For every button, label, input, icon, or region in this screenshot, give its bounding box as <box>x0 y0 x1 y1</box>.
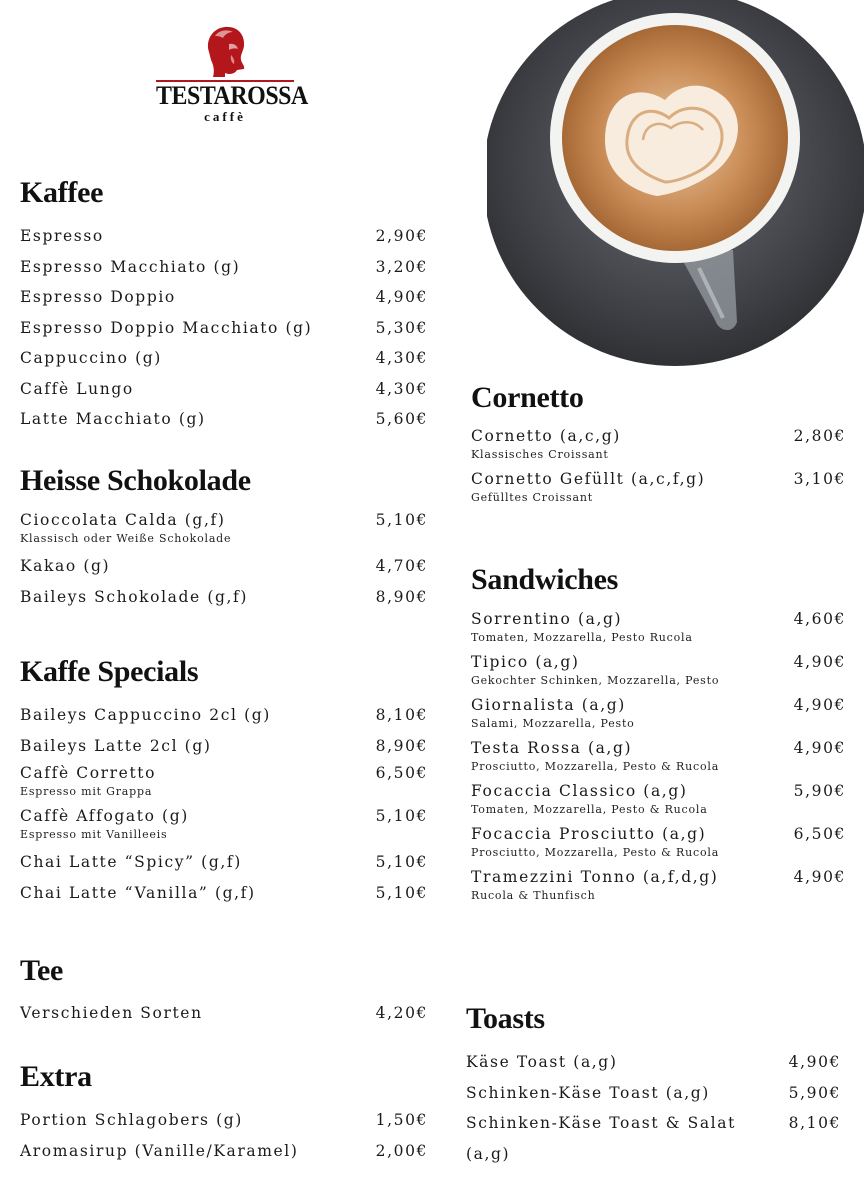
menu-item <box>20 551 428 582</box>
menu-item <box>466 1108 841 1139</box>
item-price: 5,10€ <box>375 511 428 529</box>
item-name: Focaccia Prosciutto (a,g) <box>471 825 707 843</box>
item-price: 8,10€ <box>788 1114 841 1132</box>
brand-name: TESTAROSSA <box>156 81 308 110</box>
section-extra <box>20 1060 428 1166</box>
menu-item <box>471 607 846 631</box>
menu-item <box>20 1136 428 1167</box>
item-name: Focaccia Classico (a,g) <box>471 782 688 800</box>
section-title-toasts: Toasts <box>466 1002 545 1035</box>
item-name: Schinken-Käse Toast (a,g) <box>466 1083 710 1102</box>
item-price: 2,00€ <box>375 1141 428 1160</box>
section-title-cornetto: Cornetto <box>471 381 584 414</box>
item-price: 2,80€ <box>793 427 846 445</box>
item-price: 4,60€ <box>793 610 846 628</box>
menu-item <box>471 822 846 846</box>
item-description: Gefülltes Croissant <box>471 491 593 504</box>
item-name: Caffè Affogato (g) <box>20 807 189 825</box>
menu-item <box>20 404 428 435</box>
item-name: Caffè Lungo <box>20 379 134 398</box>
item-name: Käse Toast (a,g) <box>466 1053 618 1071</box>
item-name: Giornalista (a,g) <box>471 696 626 714</box>
item-name: Espresso Doppio Macchiato (g) <box>20 318 313 337</box>
menu-item <box>20 1105 428 1136</box>
item-description: Tomaten, Mozzarella, Pesto Rucola <box>471 631 693 644</box>
item-name: Chai Latte “Vanilla” (g,f) <box>20 883 256 902</box>
item-price: 8,90€ <box>375 587 428 606</box>
section-title-tee: Tee <box>20 954 63 987</box>
item-price: 5,90€ <box>793 782 846 800</box>
section-kaffee <box>20 176 428 435</box>
item-description: Prosciutto, Mozzarella, Pesto & Rucola <box>471 760 720 773</box>
item-name: Sorrentino (a,g) <box>471 610 623 628</box>
item-price: 3,20€ <box>375 257 428 276</box>
menu-item <box>471 779 846 803</box>
item-description: Tomaten, Mozzarella, Pesto & Rucola <box>471 803 708 816</box>
item-name: Portion Schlagobers (g) <box>20 1111 243 1129</box>
menu-item <box>471 865 846 889</box>
item-name: Schinken-Käse Toast & Salat <box>466 1114 736 1132</box>
item-price: 4,90€ <box>793 739 846 757</box>
item-name: Testa Rossa (a,g) <box>471 739 633 757</box>
item-name: Cappuccino (g) <box>20 349 162 367</box>
menu-item <box>466 1078 841 1109</box>
menu-item <box>20 998 428 1029</box>
menu-item <box>471 736 846 760</box>
menu-item <box>471 424 846 448</box>
item-name: Cornetto Gefüllt (a,c,f,g) <box>471 470 706 488</box>
section-title-kaffee: Kaffee <box>20 176 104 209</box>
item-price: 5,10€ <box>375 807 428 825</box>
section-title-specials: Kaffe Specials <box>20 655 199 688</box>
menu-item <box>20 508 428 532</box>
section-toasts <box>466 1002 841 1169</box>
item-name: Espresso Doppio <box>20 288 176 306</box>
item-price: 4,90€ <box>788 1053 841 1071</box>
menu-item <box>20 343 428 374</box>
menu-item <box>20 313 428 344</box>
item-price: 4,90€ <box>793 696 846 714</box>
menu-item <box>471 693 846 717</box>
item-price: 8,10€ <box>375 706 428 724</box>
item-name: Kakao (g) <box>20 557 111 575</box>
item-price: 5,60€ <box>375 410 428 428</box>
item-price: 4,30€ <box>375 349 428 367</box>
section-title-sandwiches: Sandwiches <box>471 563 619 596</box>
item-price: 6,50€ <box>793 825 846 843</box>
item-price: 4,30€ <box>375 379 428 398</box>
head-emblem-icon <box>195 22 255 78</box>
item-price: 4,70€ <box>375 557 428 575</box>
item-name: Baileys Schokolade (g,f) <box>20 587 248 606</box>
item-description: Espresso mit Vanilleeis <box>20 828 168 841</box>
menu-item <box>466 1047 841 1078</box>
section-sandwiches <box>471 563 846 908</box>
item-price: 5,30€ <box>375 318 428 337</box>
menu-item <box>20 252 428 283</box>
menu-item <box>20 700 428 731</box>
brand-logo <box>150 22 308 124</box>
section-title-extra: Extra <box>20 1060 92 1093</box>
item-name: Cornetto (a,c,g) <box>471 427 621 445</box>
item-name: Espresso <box>20 227 104 245</box>
item-price: 4,90€ <box>375 288 428 306</box>
menu-item <box>471 650 846 674</box>
section-cornetto <box>471 381 846 510</box>
menu-item <box>466 1139 841 1170</box>
menu-item <box>20 761 428 785</box>
menu-item <box>20 221 428 252</box>
section-title-schokolade: Heisse Schokolade <box>20 464 251 497</box>
item-price: 5,90€ <box>788 1083 841 1102</box>
item-price: 4,20€ <box>375 1004 428 1022</box>
item-price: 5,10€ <box>375 853 428 871</box>
section-schokolade <box>20 464 428 612</box>
item-name: Caffè Corretto <box>20 764 157 782</box>
section-tee <box>20 954 428 1029</box>
menu-item <box>20 582 428 613</box>
item-name: Baileys Latte 2cl (g) <box>20 736 212 755</box>
menu-item <box>20 847 428 878</box>
item-description: Gekochter Schinken, Mozzarella, Pesto <box>471 674 720 687</box>
menu-item <box>20 731 428 762</box>
item-price: 4,90€ <box>793 868 846 886</box>
item-price: 2,90€ <box>375 227 428 245</box>
menu-item <box>20 804 428 828</box>
coffee-photo <box>487 0 864 368</box>
item-price: 4,90€ <box>793 653 846 671</box>
item-name: Verschieden Sorten <box>20 1004 203 1022</box>
item-price: 5,10€ <box>375 883 428 902</box>
item-description: Klassisch oder Weiße Schokolade <box>20 532 232 545</box>
item-name: Tramezzini Tonno (a,f,d,g) <box>471 868 719 886</box>
item-price: 1,50€ <box>375 1111 428 1129</box>
section-specials <box>20 655 428 908</box>
menu-item <box>471 467 846 491</box>
item-description: Espresso mit Grappa <box>20 785 153 798</box>
menu-item <box>20 878 428 909</box>
item-price: 8,90€ <box>375 736 428 755</box>
item-name: (a,g) <box>466 1144 511 1163</box>
menu-item <box>20 374 428 405</box>
item-description: Klassisches Croissant <box>471 448 609 461</box>
item-name: Espresso Macchiato (g) <box>20 257 241 276</box>
item-name: Aromasirup (Vanille/Karamel) <box>20 1141 299 1160</box>
menu-item <box>20 282 428 313</box>
brand-sub: caffè <box>204 109 246 124</box>
item-name: Chai Latte “Spicy” (g,f) <box>20 853 242 871</box>
item-price: 3,10€ <box>793 470 846 488</box>
item-description: Prosciutto, Mozzarella, Pesto & Rucola <box>471 846 720 859</box>
item-name: Baileys Cappuccino 2cl (g) <box>20 706 271 724</box>
item-name: Tipico (a,g) <box>471 653 580 671</box>
item-description: Rucola & Thunfisch <box>471 889 596 902</box>
item-name: Latte Macchiato (g) <box>20 410 206 428</box>
item-name: Cioccolata Calda (g,f) <box>20 511 226 529</box>
item-description: Salami, Mozzarella, Pesto <box>471 717 635 730</box>
item-price: 6,50€ <box>375 764 428 782</box>
